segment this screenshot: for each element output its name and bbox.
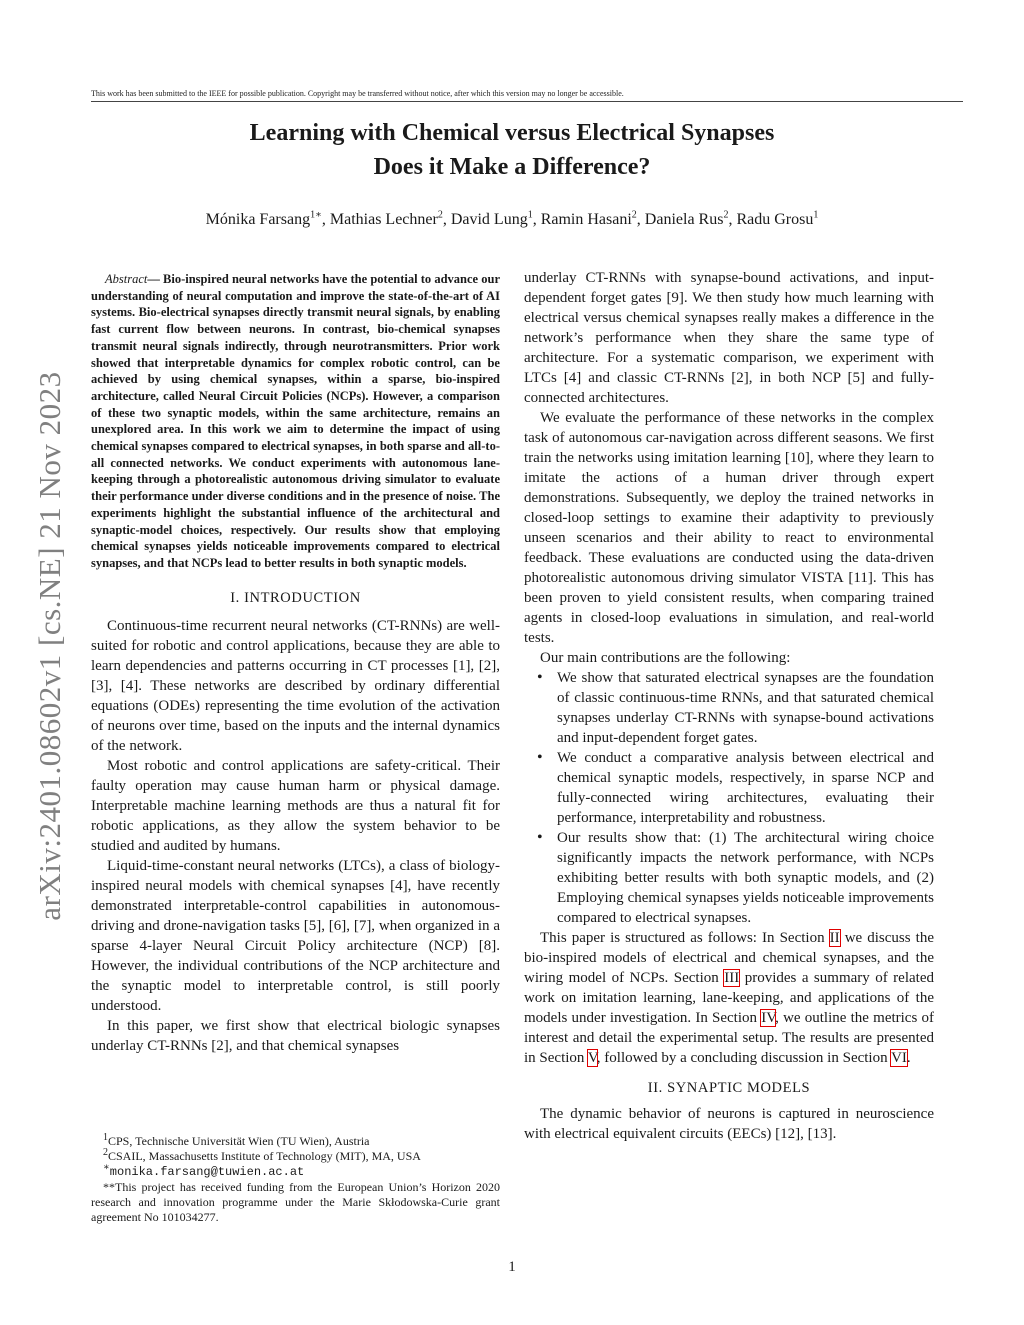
arxiv-stamp: arXiv:2401.08602v1 [cs.NE] 21 Nov 2023: [32, 371, 67, 921]
footnote-funding: **This project has received funding from the European Union’s Horizon 2020 research and innovation programme under the Marie Skłodowska-Curie grant agreement No 101034277.: [91, 1180, 500, 1224]
footnote-email: ∗monika.farsang@tuwien.ac.at: [103, 1162, 305, 1179]
paragraph: We evaluate the performance of these networks in the complex task of autonomous car-navigation across different seasons. We first train the networks using imitation learning [10], where they learn to imitate the actions of a human driver through expert demonstrations. Subsequently, we deploy the trained networks in closed-loop settings to examine their adaptivity to previously unseen scenarios and their ability to react to environmental feedback. These evaluations are conducted using the data-driven photorealistic autonomous driving simulator VISTA [11]. This has been proven to yield consistent results, when comparing trained agents in closed-loop evaluations in simulation, and real-world tests.: [524, 410, 934, 646]
paragraph: Continuous-time recurrent neural networks (CT-RNNs) are well-suited for robotic and control applications, because they are able to learn dependencies and patterns occurring in CT processes [1], [2], [3], [4]. These networks are described by ordinary differential equations (ODEs) representing the time evolution of the activation of neurons over time, based on the inputs and the internal dynamics of the network.: [91, 617, 500, 754]
section-heading-introduction: I. INTRODUCTION: [230, 589, 361, 606]
right-column: [524, 268, 934, 1144]
section-link-v[interactable]: V: [587, 1050, 597, 1066]
section-link-ii[interactable]: II: [829, 930, 840, 946]
list-item: • We conduct a comparative analysis between electrical and chemical synaptic models, respectively, in sparse NCP and fully-connected wiring architectures, evaluating their performance, interpretability and robustness.: [557, 748, 934, 828]
author: Daniela Rus$^2$: [644, 209, 729, 228]
footnote-affiliation-1: $^1$CPS, Technische Universität Wien (TU Wien), Austria: [103, 1132, 370, 1148]
title-line-1: Learning with Chemical versus Electrical Synapses: [249, 120, 775, 146]
paragraph: Liquid-time-constant neural networks (LTCs), a class of biology-inspired neural models with chemical synapses [4], have recently demonstrated interpretable-control capabilities in autonomous-driving and drone-navigation tasks [5], [6], [7], when organized in a sparse 4-layer Neural Circuit Policy architecture (NCP) [8]. However, the individual contributions of the NCP architecture and the synaptic model to interpretable control, is still poorly understood.: [91, 857, 500, 1014]
section-heading-synaptic-models: II. SYNAPTIC MODELS: [647, 1080, 811, 1096]
author: Ramin Hasani$^2$: [540, 209, 637, 228]
list-item: • Our results show that: (1) The architectural wiring choice significantly impacts the network performance, with NCPs exhibiting better results with both synaptic models, and (2) Employing chemical synapses yields noticeable improvements compared to electrical synapses.: [557, 828, 934, 928]
author: Mathias Lechner$^2$: [329, 209, 443, 228]
paragraph: In this paper, we first show that electrical biologic synapses underlay CT-RNNs [2], and that chemical synapses: [91, 1017, 500, 1054]
title-line-2: Does it Make a Difference?: [373, 154, 651, 180]
page-number: 1: [508, 1259, 516, 1275]
paragraph-structure: This paper is structured as follows: In Section II we discuss the bio-inspired models of electrical and chemical synapses, and the wiring model of NCPs. Section III provides a summary of related work on imitation learning, lane-keeping, and applications of the models under investigation. In Section IV, we outline the metrics of interest and detail the experimental setup. The results are presented in Section V, followed by a concluding discussion in Section VI.: [524, 930, 934, 1066]
author: Radu Grosu$^1$: [736, 209, 819, 228]
section-link-vi[interactable]: VI: [891, 1050, 907, 1066]
contributions-list: [524, 668, 934, 928]
footnote-affiliation-2: $^2$CSAIL, Massachusetts Institute of Technology (MIT), MA, USA: [103, 1147, 421, 1163]
paragraph: Most robotic and control applications are safety-critical. Their faulty operation may cause human harm or physical damage. Interpretable machine learning methods are thus a natural fit for robotic applications, as they allow the system behavior to be studied and audited by humans.: [91, 757, 500, 854]
abstract-text: — Bio-inspired neural networks have the potential to advance our understanding of neural computation and improve the state-of-the-art of AI systems. Bio-electrical synapses directly transmit neural signals, by enabling fast current flow between neurons. In contrast, bio-chemical synapses transmit neural signals indirectly, through neurotransmitters. Prior work showed that interpretable dynamics for complex robotic control, can be achieved by using chemical synapses, within a sparse, bio-inspired architecture, called Neural Circuit Policies (NCPs). However, a comparison of these two synaptic models, within the same architecture, remains an unexplored area. In this work we aim to determine the impact of using chemical synapses compared to electrical synapses, in both sparse and all-to-all connected networks. We conduct experiments with autonomous lane-keeping through a photorealistic autonomous driving simulator to evaluate their performance under diverse conditions and in the presence of noise. The experiments highlight the substantial influence of the architectural and synaptic-model choices, respectively. Our results show that employing chemical synapses yields noticeable improvements compared to electrical synapses, and that NCPs lead to better results in both synaptic models.: [91, 272, 500, 570]
author: Mónika Farsang$^{1∗}$: [205, 209, 322, 228]
list-item: • We show that saturated electrical synapses are the foundation of classic continuous-time RNNs, and that saturated chemical synapses underlay CT-RNNs with synapse-bound activations and input-dependent forget gates.: [557, 668, 934, 748]
author-list: Mónika Farsang$^{1∗}$, Mathias Lechner$^2$, David Lung$^1$, Ramin Hasani$^2$, Daniela Rus$^2$, Radu Grosu$^1$: [205, 209, 819, 228]
abstract: [91, 271, 500, 572]
section-link-iv[interactable]: IV: [761, 1010, 776, 1026]
section-link-iii[interactable]: III: [724, 970, 740, 986]
submission-notice: This work has been submitted to the IEEE for possible publication. Copyright may be transferred without notice, after which this version may no longer be accessible.: [91, 89, 963, 102]
footnotes: [91, 1134, 500, 1225]
abstract-label: Abstract: [105, 272, 148, 286]
left-column: [91, 268, 500, 1056]
author: David Lung$^1$: [450, 209, 533, 228]
paragraph: underlay CT-RNNs with synapse-bound activations, and input-dependent forget gates [9]. We then study how much learning with electrical versus chemical synapses really makes a difference in the network’s performance when they share the same type of architecture. For a systematic comparison, we experiment with LTCs [4] and classic CT-RNNs [2], in both NCP [5] and fully-connected architectures.: [524, 270, 934, 406]
paragraph: The dynamic behavior of neurons is captured in neuroscience with electrical equivalent circuits (EECs) [12], [13].: [524, 1106, 934, 1142]
paragraph: Our main contributions are the following:: [540, 650, 791, 666]
paper-title: [0, 116, 1024, 184]
